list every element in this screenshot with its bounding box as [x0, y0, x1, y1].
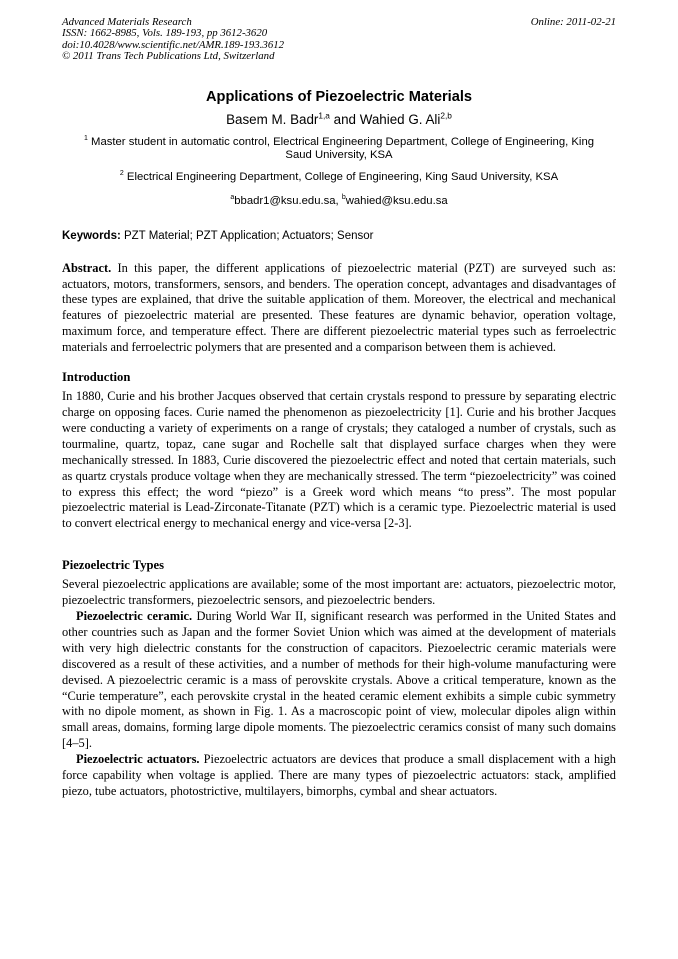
actuators-lead: Piezoelectric actuators. [76, 752, 200, 767]
types-overview-text: Several piezoelectric applications are available; some of the most important are: actuators, piezoelectric motor, piezoelectric transformers, piezoelectric sensors, and piezoelectric benders. [62, 577, 616, 608]
affiliation-1-text: Master student in automatic control, Electrical Engineering Department, College of Engineering, King Saud University, KSA [87, 135, 595, 161]
abstract-text: In this paper, the different applications of piezoelectric material (PZT) are surveyed such as: actuators, motors, transformers, sensors, and benders. The operation concept, advantages and disadvantages of these types are explained, that drive the suitable application of them. Moreover, the electrical and mechanical features of piezoelectric material are presented. These features are dynamic behavior, operation voltage, maximum force, and temperature effect. There are different piezoelectric material types such as ferroelectric materials and ferroelectric polymers that are presented and a comparison between them is achieved. [62, 260, 616, 355]
section-heading-introduction: Introduction [62, 370, 131, 385]
introduction-text: In 1880, Curie and his brother Jacques observed that certain crystals respond to pressure by separating electric charge on opposing faces. Curie named the phenomenon as piezoelectricity [1]. Curie and his brother Jacques were conducting a variety of experiments on a range of crystals; they cataloged a number of crystals, such as tourmaline, quartz, topaz, cane sugar and Rochelle salt that displayed surface charges when they were mechanically stressed. In 1883, Curie discovered the piezoelectric effect and noted that certain materials, such as quartz crystals produce voltage when they are mechanically stressed. The term “piezoelectricity” was coined to express this effect; the word “piezo” is a Greek word which means “to press”. The most popular piezoelectric material is Lead-Zirconate-Titanate (PZT) which is a ceramic type. Piezoelectric material is used to convert electrical energy to mechanical energy and vice-versa [2-3]. [62, 389, 616, 531]
email-b: wahied@ksu.edu.sa [345, 194, 448, 207]
email-b-superscript: b [341, 193, 346, 201]
author-2-superscript: 2,b [440, 110, 452, 121]
abstract-paragraph [62, 261, 616, 356]
types-paragraph-ceramic [62, 609, 616, 752]
introduction-paragraph [62, 389, 616, 532]
ceramic-text: During World War II, significant research was performed in the United States and other countries such as Japan and the former Soviet Union which was aimed at the development of materials with very high dielectric constants for the construction of capacitors. Piezoelectric ceramic materials were discovered as a result of these activities, and a number of methods for their high-volume manufacturing were devised. A piezoelectric ceramic is a mass of perovskite crystals. Above a critical temperature, known as the “Curie temperature”, each perovskite crystal in the heated ceramic element exhibits a simple cubic symmetry with no dipole moment, as shown in Fig. 1. As a macroscopic point of view, molecular dipoles align within small areas, domains, forming large dipole moments. The piezoelectric ceramics consist of many such domains [4–5]. [62, 609, 616, 751]
author-1: Basem M. Badr [226, 111, 319, 127]
affiliation-1-superscript: 1 [83, 134, 88, 142]
affiliation-1 [79, 136, 599, 162]
journal-header-left [62, 17, 284, 63]
affiliation-2 [62, 171, 616, 184]
copyright-line: © 2011 Trans Tech Publications Ltd, Switzerland [62, 50, 275, 63]
author-2: Wahied G. Ali [359, 111, 441, 127]
section-heading-piezoelectric-types: Piezoelectric Types [62, 558, 164, 573]
issn-line: ISSN: 1662-8985, Vols. 189-193, pp 3612-3620 [62, 27, 268, 40]
keywords-text: PZT Material; PZT Application; Actuators; Sensor [120, 229, 374, 242]
page-title: Applications of Piezoelectric Materials [205, 88, 472, 105]
affiliation-2-superscript: 2 [119, 169, 124, 177]
types-paragraph-actuators [62, 752, 616, 800]
journal-header [62, 17, 616, 63]
ceramic-lead: Piezoelectric ceramic. [76, 609, 193, 624]
email-a-superscript: a [230, 193, 235, 201]
actuators-text: Piezoelectric actuators are devices that produce a small displacement with a high force capability when voltage is applied. There are many types of piezoelectric actuators: stack, amplified piezo, tube actuators, photostrictive, multilayers, bimorphs, cymbal and shear actuators. [62, 752, 616, 798]
author-conjunction: and [329, 111, 360, 127]
author-line [62, 112, 616, 127]
email-a: bbadr1@ksu.edu.sa, [234, 194, 342, 207]
types-paragraph-overview [62, 577, 616, 609]
author-1-superscript: 1,a [318, 110, 330, 121]
doi-line: doi:10.4028/www.scientific.net/AMR.189-193.3612 [62, 38, 285, 51]
keywords-line [62, 230, 616, 242]
keywords-label: Keywords: [62, 229, 121, 242]
author-emails [62, 195, 616, 207]
journal-name: Advanced Materials Research [62, 16, 192, 28]
affiliation-2-text: Electrical Engineering Department, College of Engineering, King Saud University, KSA [123, 170, 559, 183]
abstract-lead: Abstract. [62, 260, 112, 275]
online-date: Online: 2011-02-21 [530, 16, 616, 28]
